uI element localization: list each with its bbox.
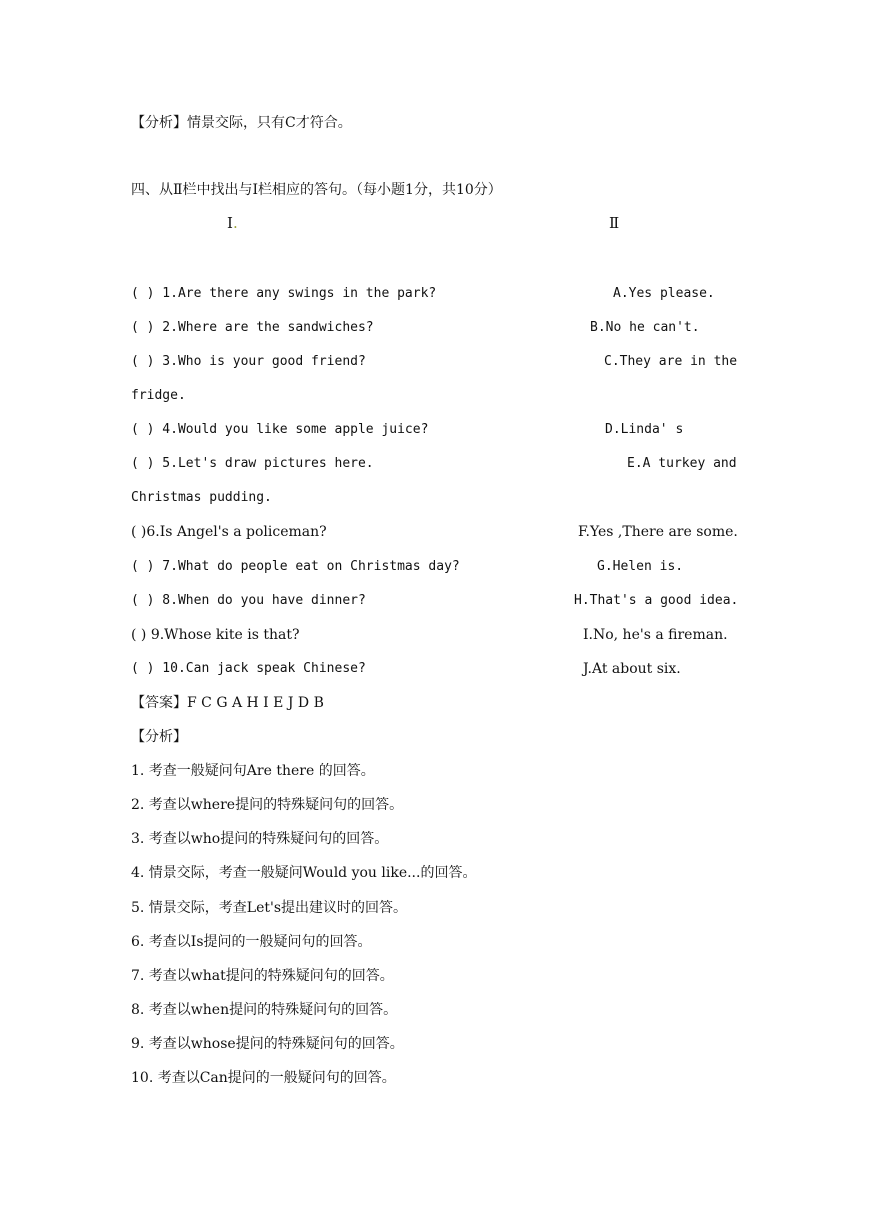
answer-e-wrap: Christmas pudding.: [131, 490, 272, 505]
answer-e: E.A turkey and: [627, 456, 737, 471]
question-7: ( ) 7.What do people eat on Christmas day?: [131, 559, 460, 574]
answer-b: B.No he can't.: [590, 320, 700, 335]
section-title-suffix: 。（每小题1分，共10分）: [342, 182, 502, 198]
question-6: ( )6.Is Angel's a policeman?: [131, 524, 327, 540]
answer-g: G.Helen is.: [597, 559, 684, 574]
question-3: ( ) 3.Who is your good friend?: [131, 354, 366, 369]
analysis-item-3: 3. 考查以who提问的特殊疑问句的回答。: [131, 831, 389, 847]
question-1: ( ) 1.Are there any swings in the park?: [131, 286, 437, 301]
question-5: ( ) 5.Let's draw pictures here.: [131, 456, 374, 471]
analysis-item-10: 10. 考查以Can提问的一般疑问句的回答。: [131, 1070, 396, 1086]
analysis-item-6: 6. 考查以Is提问的一般疑问句的回答。: [131, 934, 372, 950]
analysis-item-4: 4. 情景交际，考查一般疑问Would you like...的回答。: [131, 865, 477, 881]
analysis-item-9: 9. 考查以whose提问的特殊疑问句的回答。: [131, 1036, 404, 1052]
answer-f: F.Yes ,There are some.: [578, 524, 738, 540]
answer-c: C.They are in the: [604, 354, 738, 369]
answer-a: A.Yes please.: [613, 286, 715, 301]
analysis-item-1: 1. 考查一般疑问句Are there 的回答。: [131, 763, 375, 779]
column-header-1: [227, 214, 238, 232]
analysis-item-7: 7. 考查以what提问的特殊疑问句的回答。: [131, 968, 394, 984]
intro-analysis: 【分析】情景交际，只有C才符合。: [131, 115, 352, 131]
column-header-1-label: Ⅰ: [227, 214, 233, 232]
mark-dot: .: [232, 214, 238, 232]
question-4: ( ) 4.Would you like some apple juice?: [131, 422, 429, 437]
analysis-heading: 【分析】: [131, 729, 187, 745]
analysis-item-5: 5. 情景交际，考查Let's提出建议时的回答。: [131, 900, 408, 916]
question-10: ( ) 10.Can jack speak Chinese?: [131, 661, 366, 676]
question-8: ( ) 8.When do you have dinner?: [131, 593, 366, 608]
answer-key: 【答案】F C G A H I E J D B: [131, 695, 324, 711]
answer-d: D.Linda' s: [605, 422, 684, 437]
answer-j: J.At about six.: [583, 661, 681, 677]
section-title: [131, 181, 502, 199]
section-title-main: 四、从Ⅱ栏中找出与Ⅰ栏相应的答句: [131, 182, 343, 198]
analysis-item-2: 2. 考查以where提问的特殊疑问句的回答。: [131, 797, 404, 813]
analysis-item-8: 8. 考查以when提问的特殊疑问句的回答。: [131, 1002, 398, 1018]
column-header-2: Ⅱ: [609, 214, 620, 232]
answer-h: H.That's a good idea.: [574, 593, 739, 608]
answer-c-wrap: fridge.: [131, 388, 186, 403]
answer-i: I.No, he's a fireman.: [583, 627, 728, 643]
question-2: ( ) 2.Where are the sandwiches?: [131, 320, 374, 335]
question-9: ( ) 9.Whose kite is that?: [131, 627, 300, 643]
